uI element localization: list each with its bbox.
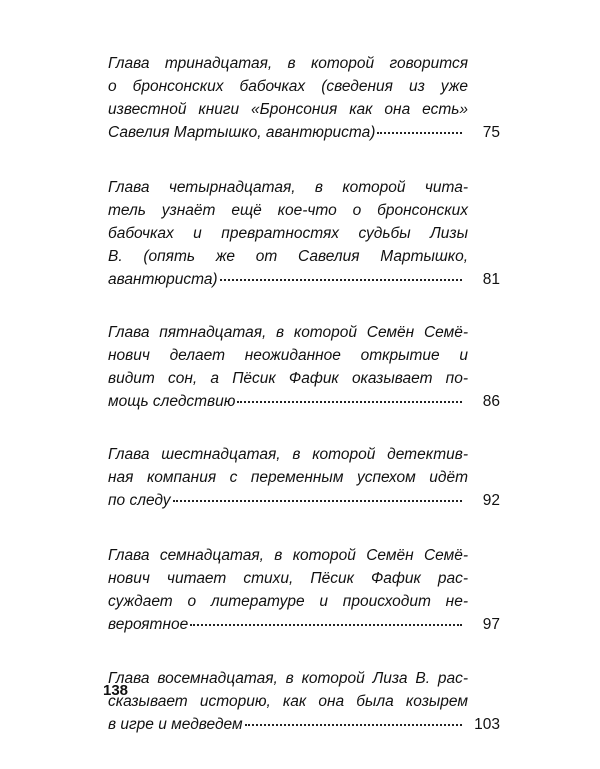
entry-title-line: видит сон, а Пёсик Фафик оказывает по- bbox=[108, 370, 468, 387]
entry-title-line: о бронсонских бабочках (сведения из уже bbox=[108, 78, 468, 95]
toc-entry-chapter-18 bbox=[108, 667, 500, 736]
entry-title-end: Савелия Мартышко, авантюриста) bbox=[108, 124, 376, 141]
entry-title-line: Глава шестнадцатая, в которой детектив- bbox=[108, 446, 468, 463]
entry-title-line: нович читает стихи, Пёсик Фафик рас- bbox=[108, 570, 468, 587]
page-number: 97 bbox=[482, 616, 500, 633]
entry-title-end: в игре и медведем bbox=[108, 716, 243, 733]
toc-entry-chapter-14 bbox=[108, 176, 500, 291]
entry-title-line: Глава семнадцатая, в которой Семён Семё- bbox=[108, 547, 468, 564]
toc-entry-chapter-16 bbox=[108, 443, 500, 512]
entry-last-line bbox=[108, 713, 500, 736]
toc-entry-chapter-17 bbox=[108, 544, 500, 636]
page-number: 75 bbox=[482, 124, 500, 141]
dot-leader bbox=[220, 278, 462, 281]
page-folio-number: 138 bbox=[103, 682, 129, 699]
dot-leader bbox=[377, 131, 462, 134]
entry-title-line: Глава четырнадцатая, в которой чита- bbox=[108, 179, 468, 196]
entry-last-line bbox=[108, 390, 500, 413]
entry-title-line: тель узнаёт ещё кое-что о бронсонских bbox=[108, 202, 468, 219]
entry-title-end: авантюриста) bbox=[108, 271, 218, 288]
entry-title-line: ная компания с переменным успехом идёт bbox=[108, 469, 468, 486]
dot-leader bbox=[237, 400, 462, 403]
dot-leader bbox=[190, 623, 462, 626]
page-number: 103 bbox=[474, 716, 500, 733]
table-of-contents bbox=[108, 52, 500, 769]
entry-title-line: нович делает неожиданное открытие и bbox=[108, 347, 468, 364]
entry-title-end: мощь следствию bbox=[108, 393, 236, 410]
entry-last-line bbox=[108, 613, 500, 636]
toc-entry-chapter-15 bbox=[108, 321, 500, 413]
entry-title-line: Глава тринадцатая, в которой говорится bbox=[108, 55, 468, 72]
page-number: 86 bbox=[482, 393, 500, 410]
entry-last-line bbox=[108, 489, 500, 512]
entry-title-end: по следу bbox=[108, 492, 171, 509]
page-number: 81 bbox=[482, 271, 500, 288]
dot-leader bbox=[173, 499, 462, 502]
entry-title-line: суждает о литературе и происходит не- bbox=[108, 593, 468, 610]
entry-last-line bbox=[108, 121, 500, 144]
entry-title-end: вероятное bbox=[108, 616, 189, 633]
entry-title-line: Глава пятнадцатая, в которой Семён Семё- bbox=[108, 324, 468, 341]
entry-title-line: бабочках и превратностях судьбы Лизы bbox=[108, 225, 468, 242]
entry-last-line bbox=[108, 268, 500, 291]
entry-title-line: Глава восемнадцатая, в которой Лиза В. рас- bbox=[108, 670, 468, 687]
toc-entry-chapter-13 bbox=[108, 52, 500, 144]
dot-leader bbox=[245, 723, 462, 726]
entry-title-line: В. (опять же от Савелия Мартышко, bbox=[108, 248, 468, 265]
entry-title-line: сказывает историю, как она была козырем bbox=[108, 693, 468, 710]
page-number: 92 bbox=[482, 492, 500, 509]
entry-title-line: известной книги «Бронсония как она есть» bbox=[108, 101, 468, 118]
